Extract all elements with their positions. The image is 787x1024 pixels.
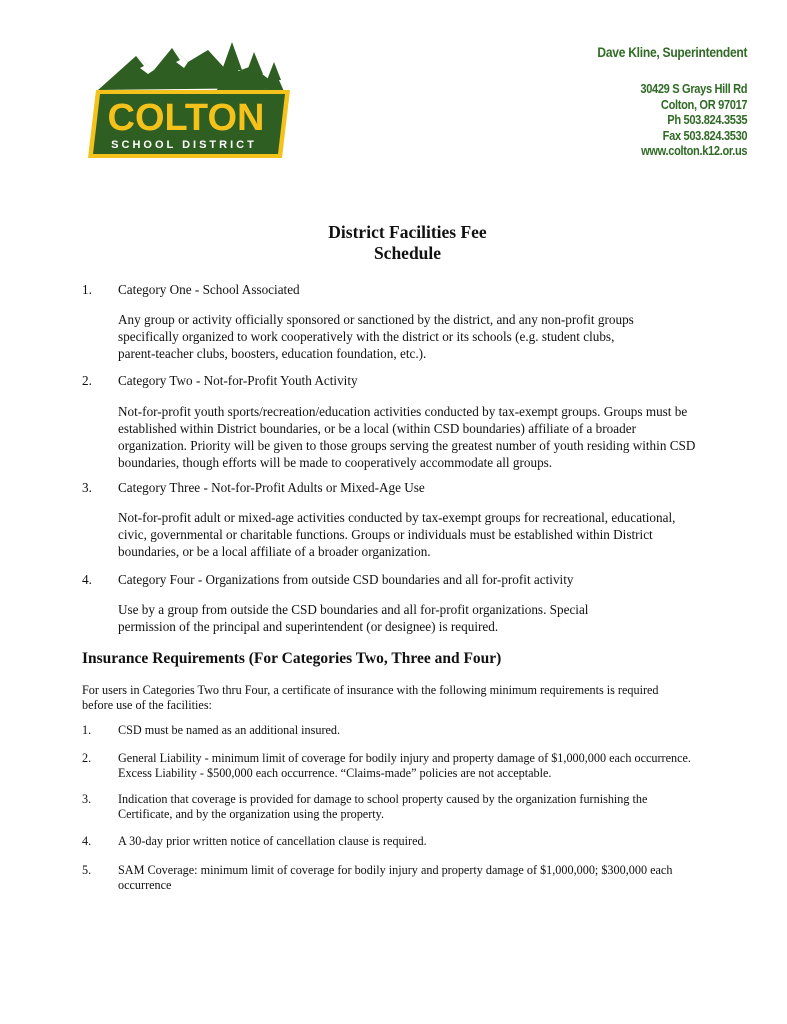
paragraph-line: For users in Categories Two thru Four, a certificate of insurance with the following minimum requirements is required	[82, 683, 659, 697]
category-four-description	[118, 601, 588, 635]
paragraph-line: established within District boundaries, or be a local (within CSD boundaries) affiliate of a broader	[118, 421, 636, 436]
list-number: 4.	[82, 572, 92, 587]
insurance-item-line: occurrence	[118, 878, 172, 892]
paragraph-line: before use of the facilities:	[82, 698, 212, 712]
category-heading: Category One - School Associated	[118, 282, 300, 297]
title-line1: District Facilities Fee	[328, 222, 487, 242]
insurance-heading: Insurance Requirements (For Categories Two, Three and Four)	[82, 650, 502, 667]
paragraph-line: Use by a group from outside the CSD boundaries and all for-profit organizations. Special	[118, 602, 589, 617]
paragraph-line: organization. Priority will be given to those groups serving the greatest number of youth residing within CSD	[118, 438, 696, 453]
letterhead-contact	[573, 44, 747, 159]
paragraph-line: Any group or activity officially sponsored or sanctioned by the district, and any non-profit groups	[118, 312, 634, 327]
list-number: 2.	[82, 373, 92, 388]
list-number: 4.	[82, 834, 92, 848]
insurance-item-line: Certificate, and by the organization using the property.	[118, 807, 385, 821]
address-line1: 30429 S Grays Hill Rd	[640, 81, 747, 96]
paragraph-line: boundaries, though efforts will be made to cooperatively accommodate all groups.	[118, 455, 553, 470]
paragraph-line: Not-for-profit youth sports/recreation/education activities conducted by tax-exempt groups. Groups must be	[118, 404, 688, 419]
logo-subtitle: SCHOOL DISTRICT	[111, 139, 257, 151]
insurance-item-line: SAM Coverage: minimum limit of coverage for bodily injury and property damage of $1,000,000; $300,000 each	[118, 863, 673, 877]
category-heading: Category Two - Not-for-Profit Youth Activity	[118, 373, 358, 388]
list-number: 1.	[82, 723, 92, 737]
mountain-trees-icon	[98, 42, 286, 96]
category-heading: Category Four - Organizations from outside CSD boundaries and all for-profit activity	[118, 572, 574, 587]
logo-wordmark: COLTON	[107, 97, 265, 139]
paragraph-line: parent-teacher clubs, boosters, education foundation, etc.).	[118, 346, 427, 361]
list-number: 2.	[82, 751, 92, 765]
paragraph-line: boundaries, or be a local affiliate of a broader organization.	[118, 544, 431, 559]
colton-school-district-logo	[84, 40, 296, 162]
paragraph-line: Not-for-profit adult or mixed-age activities conducted by tax-exempt groups for recreational, educational,	[118, 510, 676, 525]
insurance-item-line: Excess Liability - $500,000 each occurrence. “Claims-made” policies are not acceptable.	[118, 766, 552, 780]
category-one-description	[118, 311, 634, 362]
insurance-item-line: Indication that coverage is provided for damage to school property caused by the organization furnishing the	[118, 792, 648, 806]
insurance-intro	[82, 683, 659, 713]
insurance-item-line: General Liability - minimum limit of coverage for bodily injury and property damage of $1,000,000 each occurrence.	[118, 751, 691, 765]
paragraph-line: specifically organized to work cooperatively with the district or its schools (e.g. student clubs,	[118, 329, 615, 344]
list-number: 3.	[82, 792, 92, 806]
list-number: 5.	[82, 863, 92, 877]
superintendent-name: Dave Kline, Superintendent	[597, 44, 747, 60]
website: www.colton.k12.or.us	[640, 143, 747, 158]
category-heading: Category Three - Not-for-Profit Adults or Mixed-Age Use	[118, 480, 425, 495]
category-three-description	[118, 509, 675, 560]
insurance-item-line: A 30-day prior written notice of cancellation clause is required.	[118, 834, 427, 848]
category-two-description	[118, 403, 695, 471]
title-line2: Schedule	[373, 243, 442, 263]
paragraph-line: civic, governmental or charitable functions. Groups or individuals must be established within District	[118, 527, 653, 542]
address-line2: Colton, OR 97017	[660, 96, 747, 112]
list-number: 1.	[82, 282, 92, 297]
fax-number: Fax 503.824.3530	[662, 127, 747, 143]
phone-number: Ph 503.824.3535	[667, 112, 747, 127]
document-title	[0, 222, 787, 264]
paragraph-line: permission of the principal and superintendent (or designee) is required.	[118, 619, 499, 634]
list-number: 3.	[82, 480, 92, 495]
insurance-item-line: CSD must be named as an additional insured.	[118, 723, 341, 737]
